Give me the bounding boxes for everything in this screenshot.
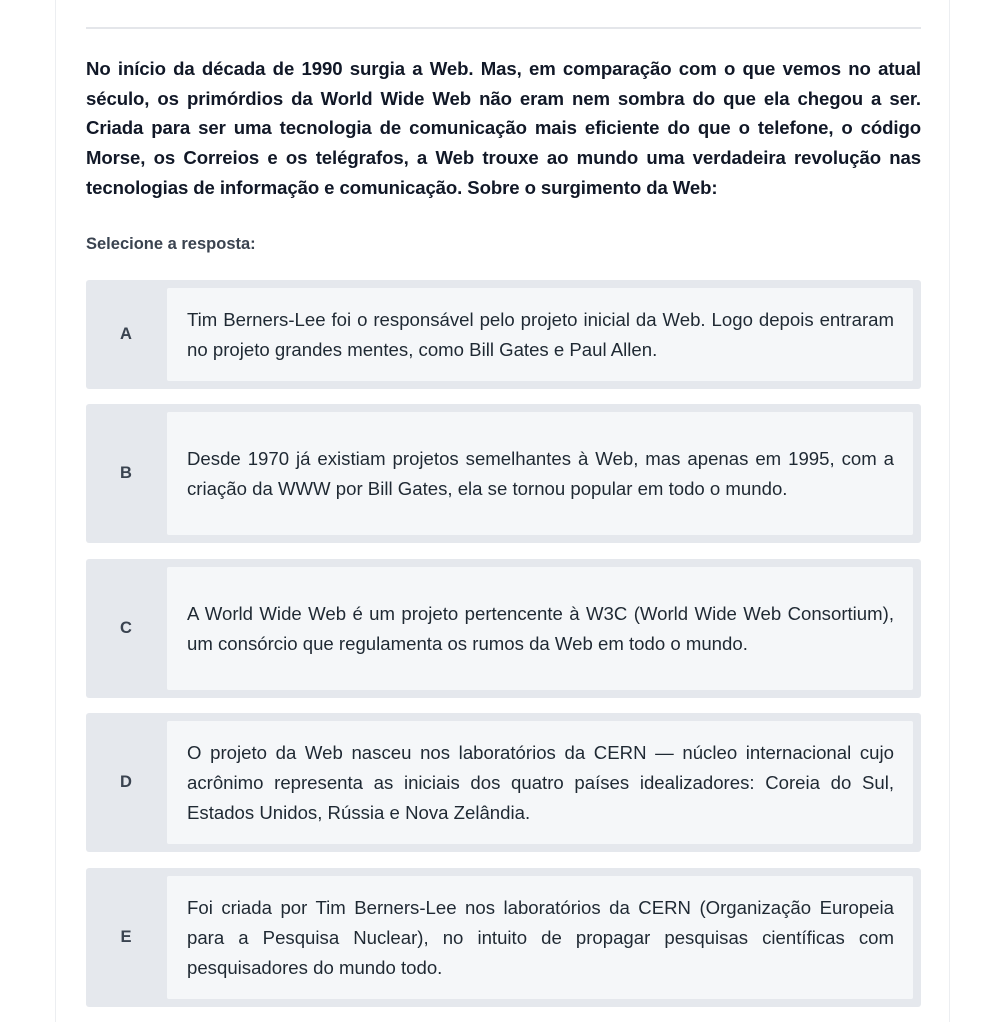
- question-text: No início da década de 1990 surgia a Web. Mas, em comparação com o que vemos no atual século, os primórdios da World Wide Web não eram nem sombra do que ela chegou a ser. Criada para ser uma tecnologia de comunicação mais eficiente do que o telefone, o código Morse, os Correios e os telégrafos, a Web trouxe ao mundo uma verdadeira revolução nas tecnologias de informação e comunicação. Sobre o surgimento da Web:: [86, 58, 921, 198]
- option-text: O projeto da Web nasceu nos laboratórios da CERN — núcleo internacional cujo acrônimo representa as iniciais dos quatro países idealizadores: Coreia do Sul, Estados Unidos, Rússia e Nova Zelândia.: [187, 741, 894, 823]
- option-letter: E: [120, 928, 132, 946]
- option-body[interactable]: [167, 288, 913, 381]
- option-b[interactable]: [86, 404, 921, 543]
- option-letter: C: [120, 619, 132, 637]
- option-a[interactable]: [86, 280, 921, 389]
- option-text: Tim Berners-Lee foi o responsável pelo projeto inicial da Web. Logo depois entraram no projeto grandes mentes, como Bill Gates e Paul Allen.: [187, 308, 894, 360]
- select-answer-label: Selecione a resposta:: [86, 235, 256, 253]
- option-text: Foi criada por Tim Berners-Lee nos laboratórios da CERN (Organização Europeia para a Pesquisa Nuclear), no intuito de propagar pesquisas científicas com pesquisadores do mundo todo.: [187, 896, 894, 978]
- option-letter: A: [120, 325, 132, 343]
- top-divider: [86, 27, 921, 29]
- option-d[interactable]: [86, 713, 921, 852]
- option-e[interactable]: [86, 868, 921, 1007]
- option-letter: D: [120, 773, 132, 791]
- option-letter: B: [120, 464, 132, 482]
- option-body[interactable]: [167, 567, 913, 690]
- option-text: Desde 1970 já existiam projetos semelhantes à Web, mas apenas em 1995, com a criação da WWW por Bill Gates, ela se tornou popular em todo o mundo.: [187, 447, 894, 499]
- option-body[interactable]: [167, 721, 913, 844]
- option-body[interactable]: [167, 412, 913, 535]
- option-body[interactable]: [167, 876, 913, 999]
- option-c[interactable]: [86, 559, 921, 698]
- option-text: A World Wide Web é um projeto pertencente à W3C (World Wide Web Consortium), um consórcio que regulamenta os rumos da Web em todo o mundo.: [187, 602, 894, 654]
